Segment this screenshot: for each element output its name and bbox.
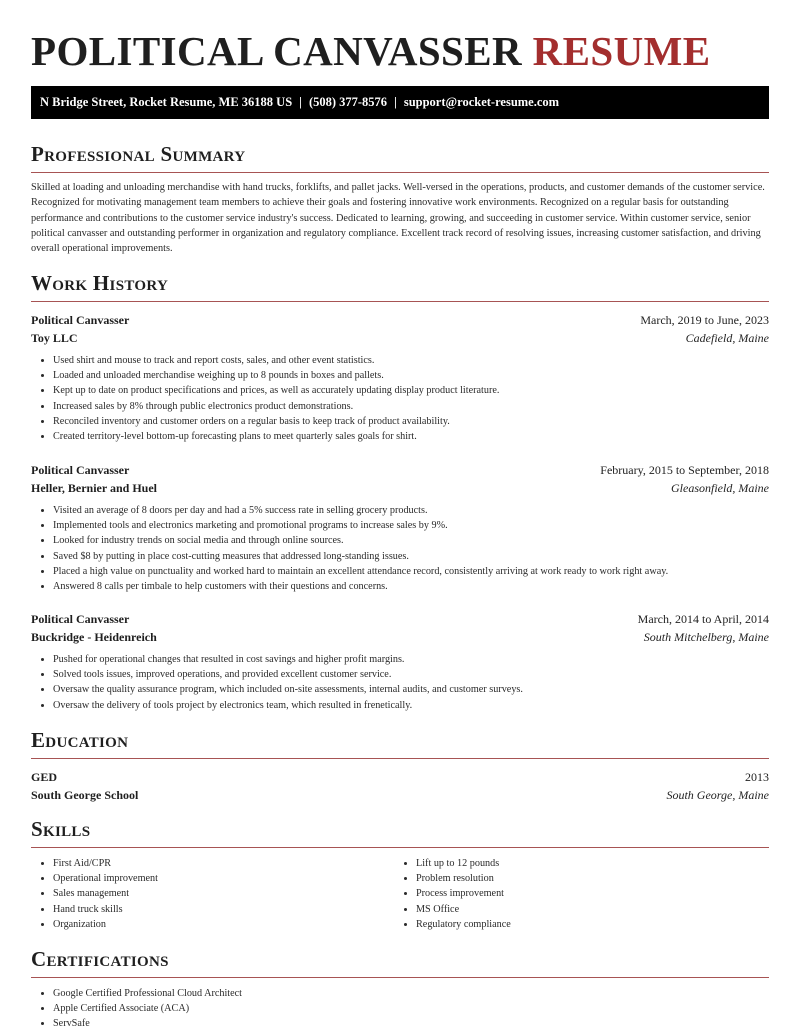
list-item: • Oversaw the delivery of tools project by electronics team, which resulted in frenetically.: [53, 698, 769, 713]
job-company: Toy LLC: [31, 331, 78, 345]
job-bullets: [31, 353, 769, 444]
list-item: • Answered 8 calls per timbale to help customers with their questions and concerns.: [53, 579, 769, 594]
contact-email[interactable]: support@rocket-resume.com: [403, 95, 560, 109]
list-item: • Reconciled inventory and customer orders on a regular basis to keep track of product availability.: [53, 414, 769, 429]
job-bullets: [31, 652, 769, 713]
job-company-row: [31, 628, 769, 646]
skill-item: • Regulatory compliance: [416, 917, 766, 932]
list-item: • Loaded and unloaded merchandise weighing up to 8 pounds in boxes and pallets.: [53, 368, 769, 383]
job-bullets: [31, 503, 769, 594]
contact-separator: |: [299, 95, 302, 109]
list-item: • Used shirt and mouse to track and report costs, sales, and other event statistics.: [53, 353, 769, 368]
resume-title: [31, 26, 710, 76]
list-item: • Pushed for operational changes that resulted in cost savings and higher profit margins.: [53, 652, 769, 667]
job-position: Political Canvasser: [31, 612, 130, 626]
skill-item: • Problem resolution: [416, 871, 766, 886]
contact-separator: |: [394, 95, 397, 109]
list-item: • Placed a high value on punctuality and worked hard to maintain an excellent attendance record, consistently arriving at work ready to work right away.: [53, 564, 769, 579]
summary-text: Skilled at loading and unloading merchandise with hand trucks, forklifts, and pallet jacks. Well-versed in the operations, products, and customer demands of the customer service. Recognized for motivating management team members to achieve their goals and fostering innovative work environments. Recognized on a regular basis for outstanding performance and contributions to the customer service industry's success. Dedicated to learning, growing, and succeeding in customer service. Within customer service, senior political canvasser and outstanding performer in organization and regulatory compliance. Excellent track record of resolving issues, increasing customer satisfaction, and driving overall operational improvements.: [31, 182, 765, 255]
job-dates: March, 2019 to June, 2023: [640, 313, 769, 327]
section-divider: [31, 172, 769, 173]
section-divider: [31, 301, 769, 302]
certification-item: • Google Certified Professional Cloud Architect: [53, 986, 769, 1001]
section-divider: [31, 977, 769, 978]
skill-item: • Sales management: [53, 886, 393, 901]
job-header: [31, 610, 769, 628]
list-item: • Created territory-level bottom-up forecasting plans to meet quarterly sales goals for shirt.: [53, 429, 769, 444]
skills-list-left: [31, 856, 393, 932]
list-item: • Saved $8 by putting in place cost-cutting measures that addressed long-standing issues.: [53, 549, 769, 564]
list-item: • Solved tools issues, improved operations, and provided excellent customer service.: [53, 667, 769, 682]
education-school: South George School: [31, 788, 139, 802]
list-item: • Oversaw the quality assurance program, which included on-site assessments, internal audits, and customer surveys.: [53, 682, 769, 697]
job-position: Political Canvasser: [31, 463, 130, 477]
contact-bar: [31, 86, 769, 119]
title-main: POLITICAL CANVASSER: [31, 28, 523, 74]
education-year: 2013: [745, 770, 769, 784]
contact-phone[interactable]: (508) 377-8576: [308, 95, 388, 109]
section-divider: [31, 758, 769, 759]
certification-item: • ServSafe: [53, 1016, 769, 1031]
title-accent: RESUME: [532, 28, 711, 74]
list-item: • Kept up to date on product specifications and prices, as well as accurately updating display product literature.: [53, 383, 769, 398]
skill-item: • First Aid/CPR: [53, 856, 393, 871]
contact-address: N Bridge Street, Rocket Resume, ME 36188 US: [40, 95, 293, 109]
section-divider: [31, 847, 769, 848]
certification-item: • Apple Certified Associate (ACA): [53, 1001, 769, 1016]
skill-item: • MS Office: [416, 902, 766, 917]
job-dates: February, 2015 to September, 2018: [600, 463, 769, 477]
education-school-row: [31, 786, 769, 804]
list-item: • Increased sales by 8% through public electronics product demonstrations.: [53, 399, 769, 414]
list-item: • Implemented tools and electronics marketing and promotional programs to increase sales by 9%.: [53, 518, 769, 533]
skill-item: • Organization: [53, 917, 393, 932]
job-header: [31, 311, 769, 329]
job-header: [31, 461, 769, 479]
job-location: Cadefield, Maine: [685, 331, 769, 345]
skill-item: • Process improvement: [416, 886, 766, 901]
skill-item: • Hand truck skills: [53, 902, 393, 917]
skill-item: • Operational improvement: [53, 871, 393, 886]
job-dates: March, 2014 to April, 2014: [637, 612, 769, 626]
job-company: Buckridge - Heidenreich: [31, 630, 157, 644]
education-header: [31, 768, 769, 786]
job-company-row: [31, 329, 769, 347]
list-item: • Looked for industry trends on social media and through online sources.: [53, 533, 769, 548]
section-title-work-history: Work History: [31, 271, 169, 295]
job-company-row: [31, 479, 769, 497]
section-title-education: Education: [31, 728, 129, 752]
list-item: • Visited an average of 8 doors per day and had a 5% success rate in selling grocery products.: [53, 503, 769, 518]
certifications-list: [31, 986, 769, 1032]
section-title-summary: Professional Summary: [31, 142, 246, 166]
section-title-skills: Skills: [31, 817, 91, 841]
job-company: Heller, Bernier and Huel: [31, 481, 157, 495]
section-title-certifications: Certifications: [31, 947, 169, 971]
job-location: Gleasonfield, Maine: [671, 481, 769, 495]
education-degree: GED: [31, 770, 58, 784]
skills-list-right: [394, 856, 766, 932]
job-location: South Mitchelberg, Maine: [643, 630, 769, 644]
job-position: Political Canvasser: [31, 313, 130, 327]
education-location: South George, Maine: [666, 788, 769, 802]
skill-item: • Lift up to 12 pounds: [416, 856, 766, 871]
